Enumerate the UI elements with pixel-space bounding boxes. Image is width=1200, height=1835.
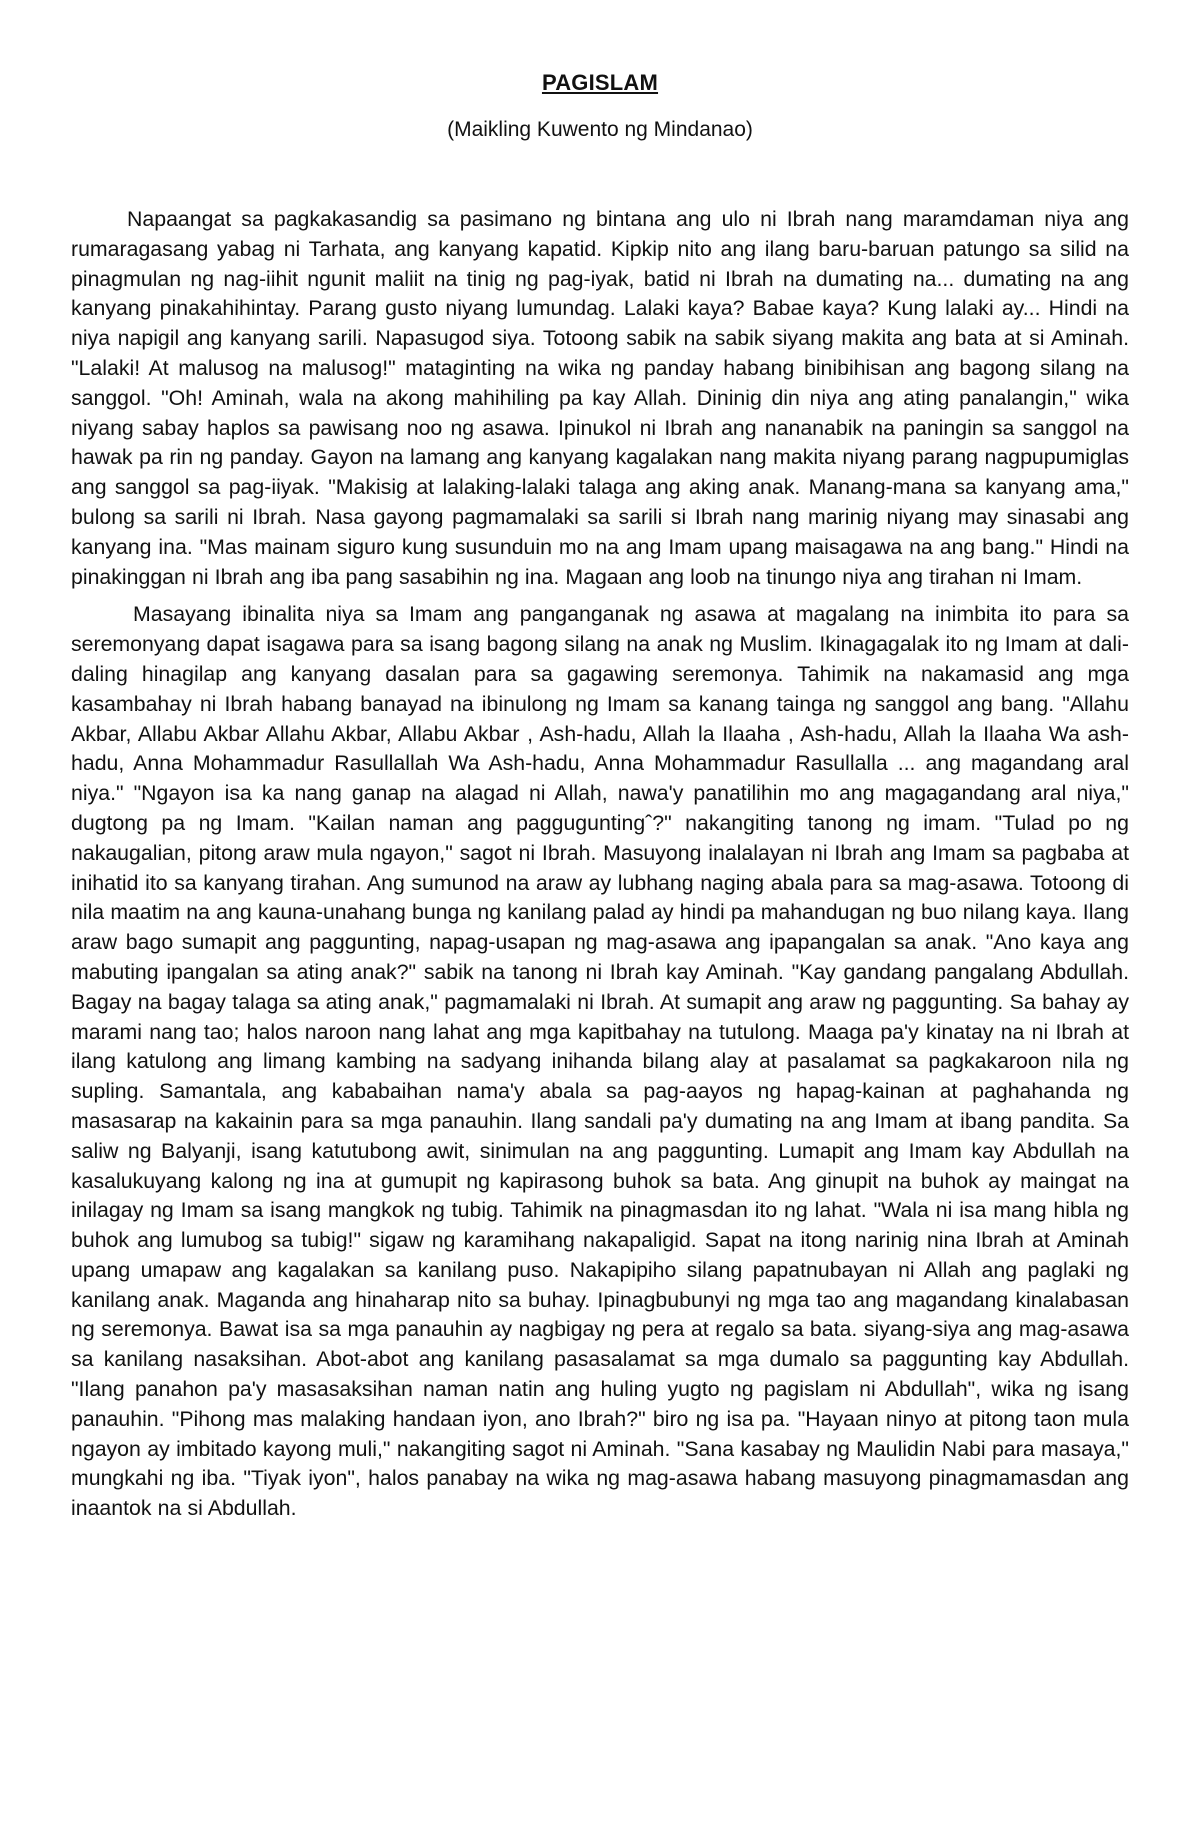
story-subtitle: (Maikling Kuwento ng Mindanao) — [447, 118, 753, 141]
story-body — [71, 205, 1129, 1524]
story-title: PAGISLAM — [541, 70, 659, 95]
story-paragraph-2: Masayang ibinalita niya sa Imam ang panganganak ng asawa at magalang na inimbita ito para sa seremonyang dapat isagawa para sa isang bagong silang na anak ng Muslim. Ikinagagalak ito ng Imam at dali-daling hinagilap ang kanyang dasalan para sa gagawing seremonya. Tahimik na nakamasid ang mga kasambahay ni Ibrah habang banayad na ibinulong ng Imam sa kanang tainga ng sanggol ang bang. "Allahu Akbar, Allabu Akbar Allahu Akbar, Allabu Akbar , Ash-hadu, Allah la Ilaaha , Ash-hadu, Allah la Ilaaha Wa ash-hadu, Anna Mohammadur Rasullallah Wa Ash-hadu, Anna Mohammadur Rasullalla ... ang magandang aral niya." "Ngayon isa ka nang ganap na alagad ni Allah, nawa'y panatilihin mo ang magagandang aral niya," dugtong pa ng Imam. "Kailan naman ang pagguguntingˆ?" nakangiting tanong ng imam. "Tulad po ng nakaugalian, pitong araw mula ngayon," sagot ni Ibrah. Masuyong inalalayan ni Ibrah ang Imam sa pagbaba at inihatid ito sa kanyang tirahan. Ang sumunod na araw ay lubhang naging abala para sa mag-asawa. Totoong di nila maatim na ang kauna-unahang bunga ng kanilang palad ay hindi pa mahandugan ng buo nilang kaya. Ilang araw bago sumapit ang paggunting, napag-usapan ng mag-asawa ang ipapangalan sa anak. "Ano kaya ang mabuting ipangalan sa ating anak?" sabik na tanong ni Ibrah kay Aminah. "Kay gandang pangalang Abdullah. Bagay na bagay talaga sa ating anak," pagmamalaki ni Ibrah. At sumapit ang araw ng paggunting. Sa bahay ay marami nang tao; halos naroon nang lahat ang mga kapitbahay na tutulong. Maaga pa'y kinatay na ni Ibrah at ilang katulong ang limang kambing na sadyang inihanda bilang alay at pasalamat sa pagkakaroon nila ng supling. Samantala, ang kababaihan nama'y abala sa pag-aayos ng hapag-kainan at paghahanda ng masasarap na kakainin para sa mga panauhin. Ilang sandali pa'y dumating na ang Imam at ibang pandita. Sa saliw ng Balyanji, isang katutubong awit, sinimulan na ang paggunting. Lumapit ang Imam kay Abdullah na kasalukuyang kalong ng ina at gumupit ng kapirasong buhok sa bata. Ang ginupit na buhok ay maingat na inilagay ng Imam sa isang mangkok ng tubig. Tahimik na pinagmasdan ito ng lahat. "Wala ni isa mang hibla ng buhok ang lumubog sa tubig!" sigaw ng karamihang nakapaligid. Sapat na itong narinig nina Ibrah at Aminah upang umapaw ang kagalakan sa kanilang puso. Nakapipiho silang papatnubayan ni Allah ang paglaki ng kanilang anak. Maganda ang hinaharap nito sa buhay. Ipinagbubunyi ng mga tao ang magandang kinalabasan ng seremonya. Bawat isa sa mga panauhin ay nagbigay ng pera at regalo sa bata. siyang-siya ang mag-asawa sa kanilang nasaksihan. Abot-abot ang kanilang pasasalamat sa mga dumalo sa paggunting kay Abdullah. "Ilang panahon pa'y masasaksihan naman natin ang huling yugto ng pagislam ni Abdullah", wika ng isang panauhin. "Pihong mas malaking handaan iyon, ano Ibrah?" biro ng isa pa. "Hayaan ninyo at pitong taon mula ngayon ay imbitado kayong muli," nakangiting sagot ni Aminah. "Sana kasabay ng Maulidin Nabi para masaya," mungkahi ng iba. "Tiyak iyon", halos panabay na wika ng mag-asawa habang masuyong pinagmamasdan ang inaantok na si Abdullah. — [71, 602, 1129, 1521]
story-paragraph-1: Napaangat sa pagkakasandig sa pasimano ng bintana ang ulo ni Ibrah nang maramdaman niya ang rumaragasang yabag ni Tarhata, ang kanyang kapatid. Kipkip nito ang ilang baru-baruan patungo sa silid na pinagmulan ng nag-iihit ngunit maliit na tinig ng pag-iyak, batid ni Ibrah na dumating na... dumating na ang kanyang pinakahihintay. Parang gusto niyang lumundag. Lalaki kaya? Babae kaya? Kung lalaki ay... Hindi na niya napigil ang kanyang sarili. Napasugod siya. Totoong sabik na sabik siyang makita ang bata at si Aminah. "Lalaki! At malusog na malusog!" mataginting na wika ng panday habang binibihisan ang bagong silang na sanggol. "Oh! Aminah, wala na akong mahihiling pa kay Allah. Dininig din niya ang ating panalangin," wika niyang sabay haplos sa pawisang noo ng asawa. Ipinukol ni Ibrah ang nananabik na paningin sa sanggol na hawak pa rin ng panday. Gayon na lamang ang kanyang kagalakan nang makita niyang parang nagpupumiglas ang sanggol sa pag-iiyak. "Makisig at lalaking-lalaki talaga ang aking anak. Manang-mana sa kanyang ama," bulong sa sarili ni Ibrah. Nasa gayong pagmamalaki sa sarili si Ibrah nang marinig niyang may sinasabi ang kanyang ina. "Mas mainam siguro kung susunduin mo na ang Imam upang maisagawa na ang bang." Hindi na pinakinggan ni Ibrah ang iba pang sasabihin ng ina. Magaan ang loob na tinungo niya ang tirahan ni Imam. — [71, 207, 1129, 589]
